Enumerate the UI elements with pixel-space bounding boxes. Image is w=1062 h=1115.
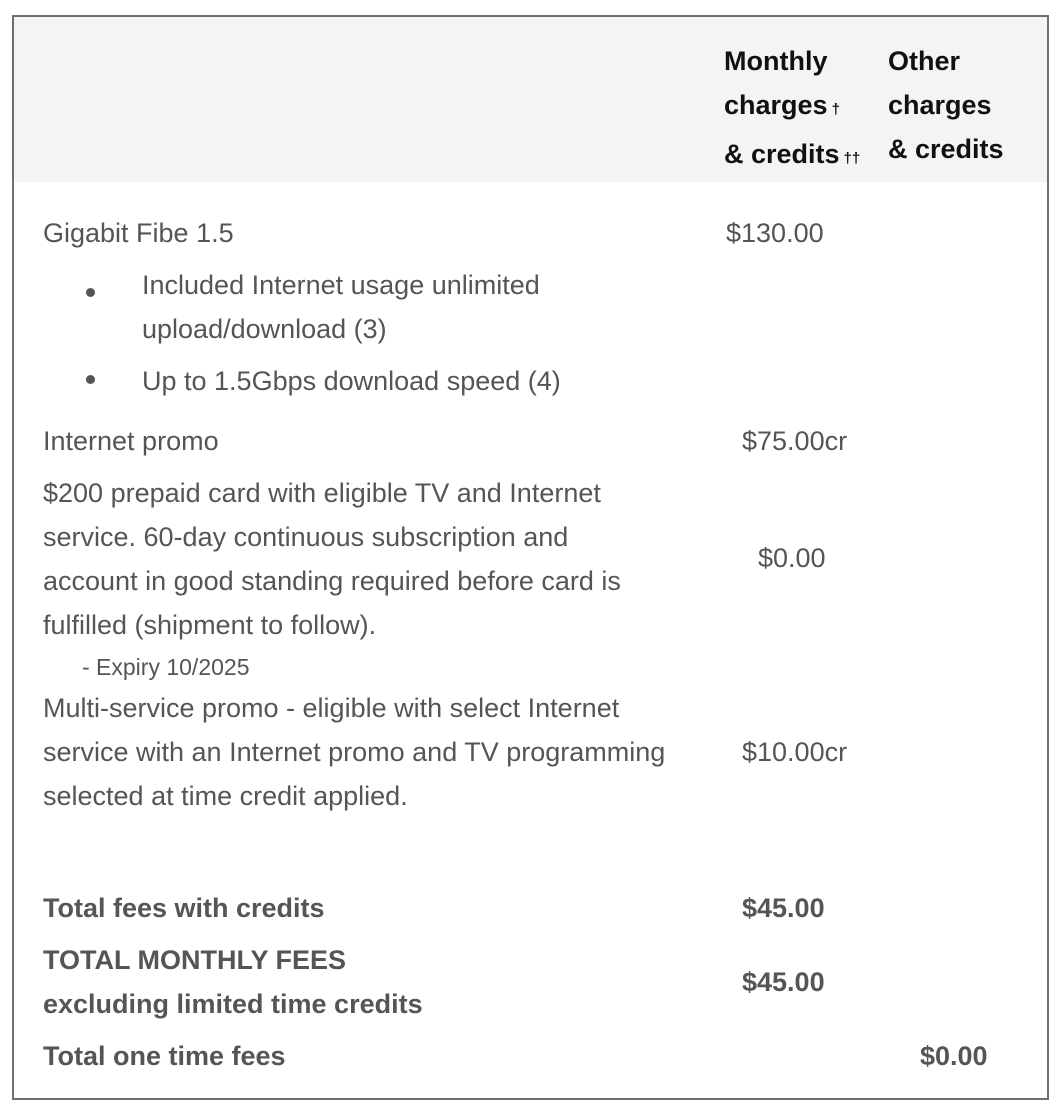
header-text: & credits [724,139,840,169]
feature-text: Included Internet usage unlimited [142,270,540,300]
header-text: & credits [888,134,1004,164]
bullet-dot [86,288,95,297]
prepaid-text: fulfilled (shipment to follow). [43,610,377,640]
multi-promo-text: selected at time credit applied. [43,781,408,811]
total-with-credits-value: $45.00 [742,893,825,923]
total-monthly-fees-value: $45.00 [742,967,825,997]
total-monthly-fees-label: TOTAL MONTHLY FEES [43,945,347,975]
total-monthly-fees-sublabel: excluding limited time credits [43,989,423,1019]
total-one-time-label: Total one time fees [43,1041,286,1071]
bullet-dot [86,375,95,384]
monthly-charges-column-header [724,39,884,181]
promo-credit: $75.00cr [742,426,848,456]
feature-text: upload/download (3) [142,314,387,344]
total-one-time-value: $0.00 [920,1041,988,1071]
total-with-credits-label: Total fees with credits [43,893,325,923]
plan-monthly-price: $130.00 [726,218,824,248]
prepaid-text: $200 prepaid card with eligible TV and Internet [43,478,601,508]
prepaid-text: service. 60-day continuous subscription and [43,522,569,552]
other-charges-column-header [888,39,1038,171]
footnote-marker: †† [843,150,861,167]
multi-promo-text: service with an Internet promo and TV programming [43,737,666,767]
feature-text: Up to 1.5Gbps download speed (4) [142,366,561,396]
header-text: Monthly [724,46,828,76]
plan-name: Gigabit Fibe 1.5 [43,218,234,248]
header-text: Other [888,46,961,76]
charges-table [12,15,1049,1100]
promo-label: Internet promo [43,426,219,456]
table-header [14,17,1047,182]
header-text: charges [888,90,992,120]
header-text: charges [724,90,828,120]
expiry-text: - Expiry 10/2025 [82,654,250,680]
footnote-marker: † [831,101,840,118]
prepaid-price: $0.00 [758,543,826,573]
multi-promo-credit: $10.00cr [742,737,848,767]
multi-promo-text: Multi-service promo - eligible with select Internet [43,693,620,723]
prepaid-text: account in good standing required before card is [43,566,621,596]
